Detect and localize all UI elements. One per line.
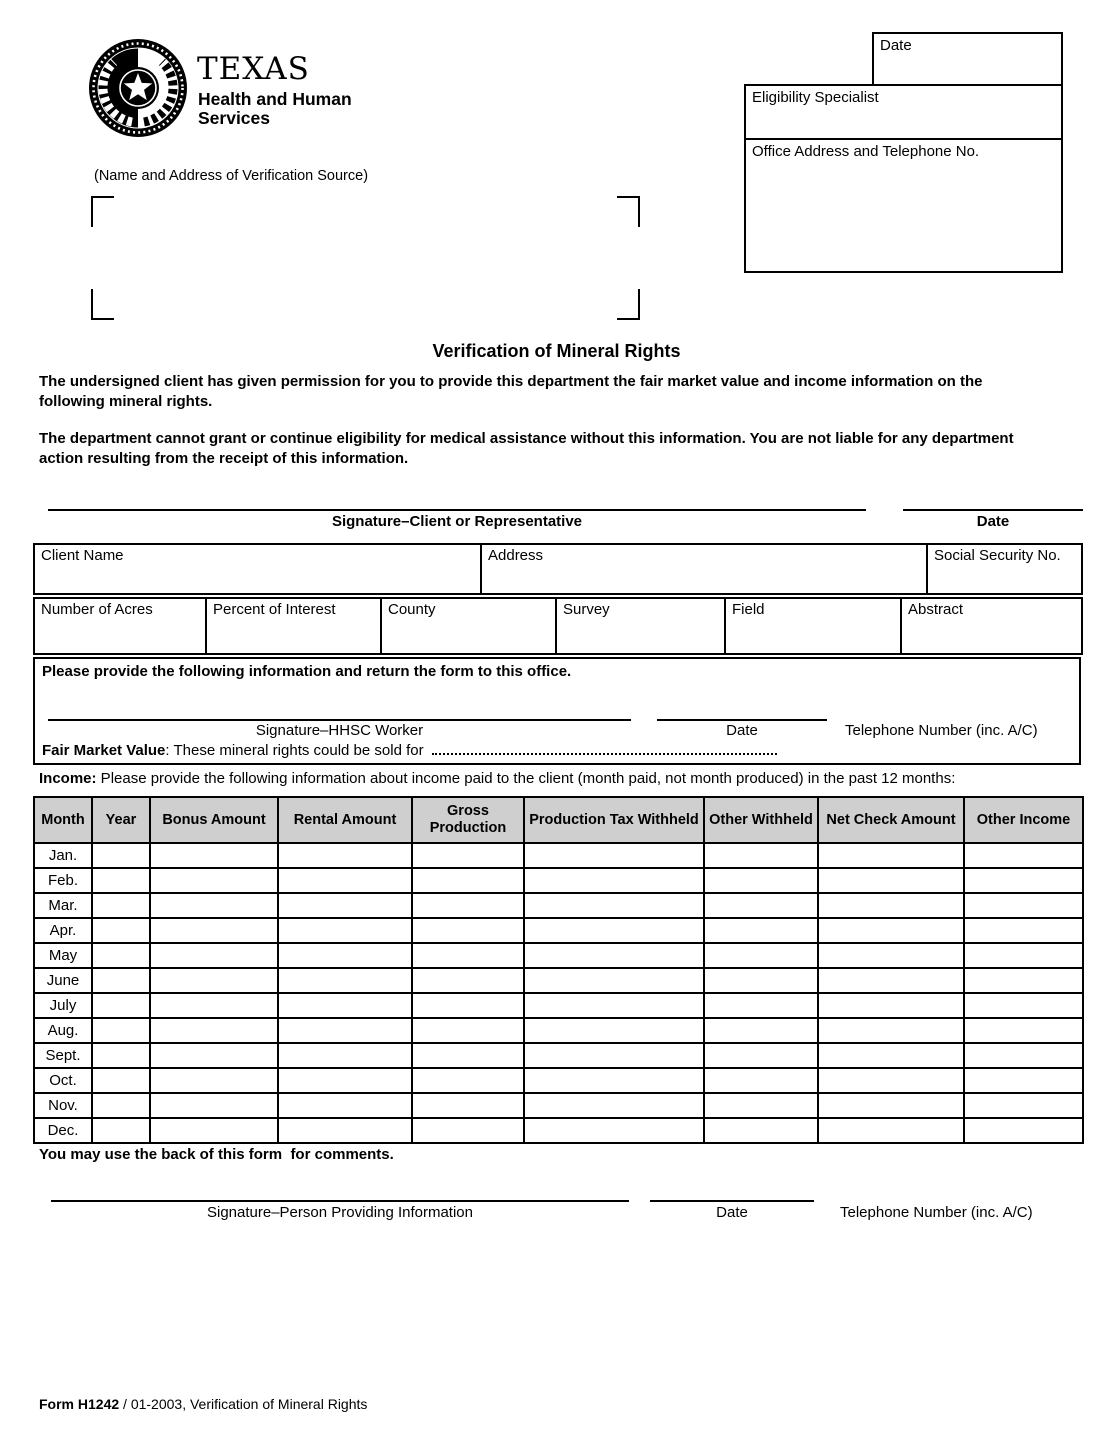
comments-note: You may use the back of this form for comments. xyxy=(39,1146,394,1163)
income-empty-cell xyxy=(704,1118,818,1143)
income-empty-cell xyxy=(412,1093,524,1118)
logo-dept-text xyxy=(198,90,352,128)
income-empty-cell xyxy=(278,843,412,868)
income-empty-cell xyxy=(92,868,150,893)
acres-cell: Number of Acres xyxy=(34,598,206,654)
provider-date-label: Date xyxy=(716,1204,748,1221)
bracket-top-left xyxy=(91,196,114,227)
income-empty-cell xyxy=(150,1093,278,1118)
dotted-leader xyxy=(432,743,777,755)
provider-signature-line xyxy=(51,1200,629,1202)
income-empty-cell xyxy=(818,893,964,918)
income-empty-cell xyxy=(818,993,964,1018)
address-bracket-area xyxy=(91,196,640,320)
income-empty-cell xyxy=(150,993,278,1018)
office-instruction-text: Please provide the following information and return the form to this office. xyxy=(42,663,572,680)
verification-source-caption: (Name and Address of Verification Source) xyxy=(94,168,369,184)
income-empty-cell xyxy=(92,1118,150,1143)
income-empty-cell xyxy=(704,893,818,918)
income-empty-cell xyxy=(150,843,278,868)
income-empty-cell xyxy=(704,1018,818,1043)
income-empty-cell xyxy=(278,1018,412,1043)
income-empty-cell xyxy=(150,918,278,943)
fair-market-value-row xyxy=(33,741,1081,765)
eligibility-specialist-label: Eligibility Specialist xyxy=(752,89,879,106)
income-empty-cell xyxy=(818,1093,964,1118)
income-month-row xyxy=(34,868,1083,893)
income-intro xyxy=(39,770,1089,787)
income-month-row xyxy=(34,943,1083,968)
income-empty-cell xyxy=(278,1118,412,1143)
income-empty-cell xyxy=(278,993,412,1018)
income-month-row xyxy=(34,893,1083,918)
income-empty-cell xyxy=(704,943,818,968)
income-empty-cell xyxy=(278,943,412,968)
income-empty-cell xyxy=(150,1068,278,1093)
income-table xyxy=(33,796,1084,1144)
income-empty-cell xyxy=(704,993,818,1018)
income-header-cell: Other Withheld xyxy=(704,797,818,843)
income-empty-cell xyxy=(150,1118,278,1143)
income-empty-cell xyxy=(524,1018,704,1043)
date-box-label: Date xyxy=(880,37,912,54)
income-empty-cell xyxy=(150,968,278,993)
income-month-row xyxy=(34,1093,1083,1118)
income-empty-cell xyxy=(964,968,1083,993)
income-empty-cell xyxy=(524,868,704,893)
month-cell: Oct. xyxy=(34,1068,92,1093)
income-header-cell: Gross Production xyxy=(412,797,524,843)
ssn-cell: Social Security No. xyxy=(927,544,1082,594)
interest-cell: Percent of Interest xyxy=(206,598,381,654)
texas-hhs-seal-icon xyxy=(88,38,188,138)
income-empty-cell xyxy=(92,1043,150,1068)
income-month-row xyxy=(34,918,1083,943)
month-cell: Mar. xyxy=(34,893,92,918)
income-empty-cell xyxy=(412,843,524,868)
income-empty-cell xyxy=(92,1018,150,1043)
income-empty-cell xyxy=(964,993,1083,1018)
income-empty-cell xyxy=(524,918,704,943)
office-instruction-box xyxy=(33,657,1081,743)
income-empty-cell xyxy=(964,1043,1083,1068)
income-intro-text: Please provide the following information about income paid to the client (month paid, not month produced) in the past 12 months: xyxy=(96,770,956,787)
income-empty-cell xyxy=(278,918,412,943)
income-month-row xyxy=(34,968,1083,993)
income-empty-cell xyxy=(92,918,150,943)
income-header-cell: Month xyxy=(34,797,92,843)
income-empty-cell xyxy=(964,868,1083,893)
bracket-top-right xyxy=(617,196,640,227)
form-footer xyxy=(39,1396,367,1412)
client-date-label: Date xyxy=(976,513,1010,530)
county-cell: County xyxy=(381,598,556,654)
income-empty-cell xyxy=(92,843,150,868)
client-signature-line xyxy=(48,509,866,511)
income-empty-cell xyxy=(150,1018,278,1043)
income-empty-cell xyxy=(92,1093,150,1118)
income-header-cell: Other Income xyxy=(964,797,1083,843)
income-empty-cell xyxy=(278,1043,412,1068)
income-empty-cell xyxy=(818,1043,964,1068)
income-header-cell: Year xyxy=(92,797,150,843)
month-cell: Jan. xyxy=(34,843,92,868)
client-name-cell: Client Name xyxy=(34,544,481,594)
income-empty-cell xyxy=(704,1068,818,1093)
income-empty-cell xyxy=(412,1118,524,1143)
income-empty-cell xyxy=(278,1093,412,1118)
income-empty-cell xyxy=(412,1068,524,1093)
income-month-row xyxy=(34,1043,1083,1068)
income-empty-cell xyxy=(524,843,704,868)
office-address-label: Office Address and Telephone No. xyxy=(752,143,980,160)
income-empty-cell xyxy=(524,1068,704,1093)
income-empty-cell xyxy=(92,993,150,1018)
income-empty-cell xyxy=(524,943,704,968)
form-title: Verification of Mineral Rights xyxy=(432,341,681,361)
month-cell: May xyxy=(34,943,92,968)
income-empty-cell xyxy=(412,893,524,918)
income-empty-cell xyxy=(704,968,818,993)
income-header-cell: Net Check Amount xyxy=(818,797,964,843)
income-month-row xyxy=(34,843,1083,868)
income-empty-cell xyxy=(412,968,524,993)
month-cell: Dec. xyxy=(34,1118,92,1143)
bracket-bottom-left xyxy=(91,289,114,320)
field-cell: Field xyxy=(725,598,901,654)
income-month-row xyxy=(34,1068,1083,1093)
income-empty-cell xyxy=(412,868,524,893)
logo-dept-line2: Services xyxy=(198,108,271,128)
income-empty-cell xyxy=(92,893,150,918)
income-empty-cell xyxy=(412,993,524,1018)
income-empty-cell xyxy=(704,918,818,943)
income-empty-cell xyxy=(92,968,150,993)
hhsc-date-label: Date xyxy=(726,722,758,739)
income-empty-cell xyxy=(964,1093,1083,1118)
month-cell: Nov. xyxy=(34,1093,92,1118)
client-date-line xyxy=(903,509,1083,511)
income-empty-cell xyxy=(964,1018,1083,1043)
income-empty-cell xyxy=(524,993,704,1018)
office-address-box xyxy=(744,138,1063,273)
income-table-body xyxy=(34,843,1083,1143)
income-header-cell: Rental Amount xyxy=(278,797,412,843)
income-month-row xyxy=(34,1118,1083,1143)
income-empty-cell xyxy=(818,1018,964,1043)
income-empty-cell xyxy=(92,943,150,968)
income-header-cell: Bonus Amount xyxy=(150,797,278,843)
income-empty-cell xyxy=(704,868,818,893)
income-empty-cell xyxy=(818,943,964,968)
hhsc-phone-label: Telephone Number (inc. A/C) xyxy=(845,722,1038,739)
income-empty-cell xyxy=(150,943,278,968)
income-empty-cell xyxy=(524,1118,704,1143)
hhsc-signature-label: Signature–HHSC Worker xyxy=(255,722,424,739)
income-empty-cell xyxy=(818,918,964,943)
income-empty-cell xyxy=(964,893,1083,918)
fair-market-value-text: : These mineral rights could be sold for xyxy=(165,742,424,759)
income-empty-cell xyxy=(818,1068,964,1093)
date-box xyxy=(872,32,1063,86)
address-cell: Address xyxy=(481,544,927,594)
income-empty-cell xyxy=(278,868,412,893)
income-header-cell: Production Tax Withheld xyxy=(524,797,704,843)
income-empty-cell xyxy=(278,968,412,993)
income-month-row xyxy=(34,993,1083,1018)
provider-phone-label: Telephone Number (inc. A/C) xyxy=(840,1204,1033,1221)
logo-dept-line1: Health and Human xyxy=(198,89,352,109)
income-empty-cell xyxy=(150,893,278,918)
income-empty-cell xyxy=(964,843,1083,868)
income-empty-cell xyxy=(818,968,964,993)
income-label: Income: xyxy=(39,770,97,787)
intro-paragraph-2: The department cannot grant or continue eligibility for medical assistance without this information. You are not liable for any department action resulting from the receipt of this information. xyxy=(39,430,1014,467)
hhsc-signature-line xyxy=(48,719,631,721)
income-empty-cell xyxy=(278,1068,412,1093)
income-empty-cell xyxy=(524,893,704,918)
income-empty-cell xyxy=(412,918,524,943)
provider-date-line xyxy=(650,1200,814,1202)
property-info-table xyxy=(33,597,1083,655)
month-cell: Apr. xyxy=(34,918,92,943)
income-empty-cell xyxy=(92,1068,150,1093)
income-header-row xyxy=(34,797,1083,843)
month-cell: June xyxy=(34,968,92,993)
income-empty-cell xyxy=(278,893,412,918)
income-empty-cell xyxy=(524,1043,704,1068)
income-empty-cell xyxy=(412,943,524,968)
income-empty-cell xyxy=(412,1018,524,1043)
income-empty-cell xyxy=(150,868,278,893)
income-empty-cell xyxy=(704,1043,818,1068)
form-number: Form H1242 xyxy=(39,1396,120,1412)
income-month-row xyxy=(34,1018,1083,1043)
income-empty-cell xyxy=(964,1068,1083,1093)
income-empty-cell xyxy=(150,1043,278,1068)
month-cell: Feb. xyxy=(34,868,92,893)
month-cell: July xyxy=(34,993,92,1018)
income-empty-cell xyxy=(524,1093,704,1118)
client-signature-label: Signature–Client or Representative xyxy=(331,513,583,530)
form-info: / 01-2003, Verification of Mineral Rights xyxy=(119,1396,368,1412)
client-info-table xyxy=(33,543,1083,595)
fair-market-value-label: Fair Market Value xyxy=(42,742,166,759)
eligibility-specialist-box xyxy=(744,84,1063,140)
income-empty-cell xyxy=(964,1118,1083,1143)
provider-signature-label: Signature–Person Providing Information xyxy=(207,1204,473,1221)
property-info-row xyxy=(34,598,1082,654)
survey-cell: Survey xyxy=(556,598,725,654)
income-empty-cell xyxy=(818,1118,964,1143)
bracket-bottom-right xyxy=(617,289,640,320)
income-empty-cell xyxy=(524,968,704,993)
income-empty-cell xyxy=(818,868,964,893)
client-info-row xyxy=(34,544,1082,594)
income-empty-cell xyxy=(704,1093,818,1118)
income-empty-cell xyxy=(704,843,818,868)
hhsc-date-line xyxy=(657,719,827,721)
income-empty-cell xyxy=(964,918,1083,943)
income-empty-cell xyxy=(412,1043,524,1068)
income-empty-cell xyxy=(818,843,964,868)
month-cell: Sept. xyxy=(34,1043,92,1068)
logo-brand-text: TEXAS xyxy=(197,51,310,87)
month-cell: Aug. xyxy=(34,1018,92,1043)
intro-paragraph-1: The undersigned client has given permission for you to provide this department the fair market value and income information on the following mineral rights. xyxy=(39,373,983,410)
abstract-cell: Abstract xyxy=(901,598,1082,654)
income-empty-cell xyxy=(964,943,1083,968)
